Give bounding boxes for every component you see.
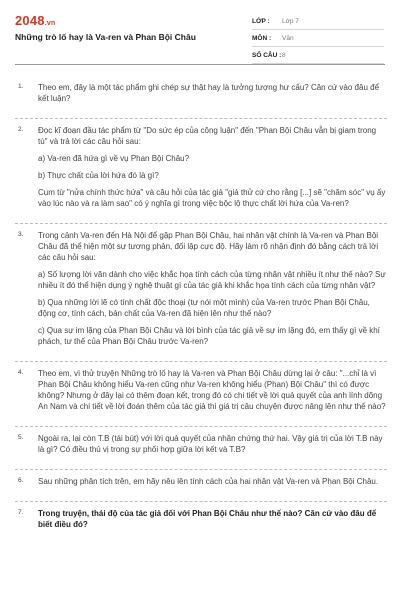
header-divider [15, 64, 385, 65]
meta-value: 8 [282, 51, 286, 59]
question-body [38, 476, 387, 487]
meta-row-subject [252, 30, 384, 47]
question-text: Trong truyện, thái độ của tác giả đối với Phan Bội Châu như thế nào? Căn cứ vào đâu để biết điều đó? [38, 509, 377, 529]
question-item [15, 502, 387, 544]
document-title: Những trò lố hay là Va-ren và Phan Bội Châu [15, 32, 196, 42]
question-text: Trong cảnh Va-ren đến Hà Nội để gặp Phan Bội Châu, hai nhân vật chính là Va-ren và Phan Bội Châu đã thể hiện một sự tương phản, đối lập cực độ. Hãy làm rõ nhận định đó bằng cách trả lời các câu hỏi sau: [38, 231, 379, 262]
question-number: 6. [18, 477, 24, 484]
question-item [15, 470, 387, 502]
meta-value: Lớp 7 [282, 17, 299, 25]
question-number: 2. [18, 126, 24, 133]
question-text: Sau những phân tích trên, em hãy nêu lên tính cách của hai nhân vật Va-ren và Phan Bội Châu. [38, 477, 379, 486]
question-number: 4. [18, 369, 24, 376]
question-text: Đọc kĩ đoạn đầu tác phẩm từ "Do sức ép của công luận" đến "Phan Bội Châu vẫn bị giam trong tù" và trả lời các câu hỏi sau: [38, 126, 377, 146]
logo-main: 2048 [15, 13, 45, 28]
question-body [38, 508, 387, 530]
question-item [15, 119, 387, 224]
meta-value: Văn [282, 34, 294, 42]
question-text: Cụm từ "nửa chính thức hứa" và câu hỏi của tác giả "giả thử cứ cho rằng [...] sẽ "chăm sóc" vụ ấy vào lúc nào và ra làm sao" có ý nghĩa gì trong việc bộc lộ thực chất lời hứa của Va-ren? [38, 188, 386, 208]
logo-sub: .vn [44, 20, 56, 27]
question-body [38, 433, 387, 455]
question-number: 3. [18, 231, 24, 238]
meta-label: MÔN : [252, 34, 272, 42]
meta-label: LỚP : [252, 17, 270, 25]
question-number: 1. [18, 83, 24, 90]
question-number: 5. [18, 434, 24, 441]
question-list [15, 76, 387, 544]
meta-row-count [252, 47, 384, 64]
meta-row-grade [252, 13, 384, 30]
question-body [38, 368, 387, 412]
question-text: a) Va-ren đã hứa gì về vụ Phan Bội Châu? [38, 154, 190, 163]
question-body [38, 230, 387, 347]
site-logo[interactable] [15, 13, 55, 28]
meta-label: SỐ CÂU : [252, 51, 282, 59]
question-item [15, 224, 387, 362]
question-text: b) Qua những lời lẽ có tính chất độc thoại (tự nói một mình) của Va-ren trước Phan Bội Châu, động cơ, tính cách, bản chất của Va-ren đã hiện lên như thế nào? [38, 298, 370, 318]
question-item [15, 427, 387, 470]
question-body [38, 125, 387, 209]
question-text: Theo em, đây là một tác phẩm ghi chép sự thật hay là tưởng tượng hư cấu? Căn cứ vào đâu để kết luận? [38, 83, 380, 103]
question-item [15, 362, 387, 427]
question-text: a) Số lượng lời văn dành cho việc khắc họa tính cách của từng nhân vật nhiều ít như thế nào? Sự nhiều ít đó thể hiện dụng ý nghệ thuật gì của tác giả khi khắc họa tính cách của từng nhân vật? [38, 270, 386, 290]
question-number: 7. [18, 509, 24, 516]
meta-table [252, 13, 384, 64]
question-item [15, 76, 387, 119]
question-text: c) Qua sự im lặng của Phan Bội Châu và lời bình của tác giả về sự im lặng đó, em thấy gì về khí phách, tư thế của Phan Bội Châu trước Va-ren? [38, 326, 380, 346]
question-text: Ngoài ra, lại còn T.B (tái bút) với lời quả quyết của nhân chứng thứ hai. Vậy giá trị của lời T.B này là gì? Có điều thú vị trong sự phối hợp giữa lời kết và T.B? [38, 434, 383, 454]
question-text: Theo em, vì thử truyện Những trò lố hay là Va-ren và Phan Bội Châu dừng lại ở câu: "...chỉ là vì Phan Bội Châu không hiểu Va-ren cũng như Va-ren không hiểu (Phan) Bội Châu" thì có được không? Nhưng ở đây lại có thêm đoạn kết, trong đó có chi tiết về lời quả quyết của anh lính dõng An Nam và chi tiết về lời đoán thêm của tác giả thì giá trị câu chuyện được nâng lên như thế nào? [38, 369, 386, 411]
question-text: b) Thực chất của lời hứa đó là gì? [38, 171, 159, 180]
question-body [38, 82, 387, 104]
